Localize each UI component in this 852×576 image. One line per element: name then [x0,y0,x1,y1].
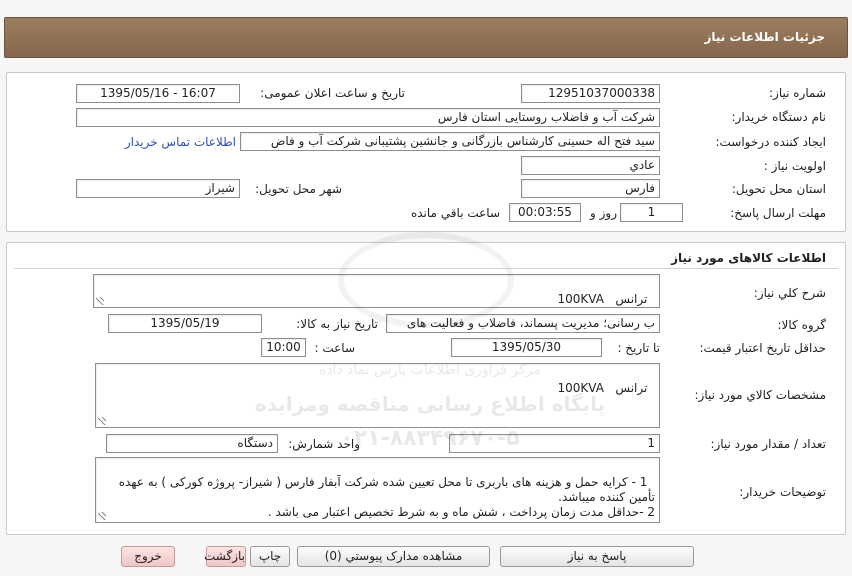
need-number-label: شماره نیاز: [769,86,826,100]
creator-field[interactable]: سید فتح اله حسینی کارشناس بازرگانی و جانشین پشتیبانی شرکت آب و فاض [240,132,660,151]
view-attachments-button[interactable]: مشاهده مدارک پیوستي (0) [297,546,490,567]
need-date-field[interactable]: 1395/05/19 [108,314,262,333]
spec-text: ترانس 100KVA [557,381,648,395]
goods-group-label: گروه کالا: [777,318,826,332]
goods-section-title: اطلاعات کالاهای مورد نیاز [671,251,826,265]
back-button[interactable]: بازگشت [206,546,246,567]
validity-time-field[interactable]: 10:00 [261,338,306,357]
buyer-notes-textarea[interactable] [95,457,660,523]
validity-time-label: ساعت : [314,341,355,355]
description-text: ترانس 100KVA [557,292,648,306]
goods-group-field[interactable]: ب رسانی؛ مدیریت پسماند، فاضلاب و فعالیت های [386,314,660,333]
priority-label: اولویت نیاز : [763,159,826,173]
resize-grip-icon[interactable] [98,417,106,425]
need-date-label: تاریخ نیاز به کالا: [296,317,378,331]
province-label: استان محل تحویل: [731,182,826,196]
need-number-field[interactable]: 12951037000338 [521,84,660,103]
spec-label: مشخصات کالاي مورد نیاز: [694,388,826,402]
page-header [4,17,848,58]
province-field[interactable]: فارس [521,179,660,198]
description-textarea[interactable] [93,274,660,308]
city-label: شهر محل تحویل: [255,182,342,196]
unit-label: واحد شمارش: [288,437,360,451]
price-validity-label: حداقل تاریخ اعتبار قیمت: [699,341,826,355]
remaining-label: ساعت باقي مانده [410,206,500,220]
announce-datetime-label: تاریخ و ساعت اعلان عمومی: [260,86,405,100]
creator-label: ایجاد کننده درخواست: [715,135,826,149]
spec-textarea[interactable] [95,363,660,428]
announce-datetime-field[interactable]: 1395/05/16 - 16:07 [76,84,240,103]
validity-date-field[interactable]: 1395/05/30 [451,338,602,357]
unit-field[interactable]: دستگاه [106,434,278,453]
resize-grip-icon[interactable] [98,512,106,520]
priority-field[interactable]: عادي [521,156,660,175]
exit-button[interactable]: خروج [121,546,175,567]
section-divider [14,268,838,269]
print-button[interactable]: چاپ [250,546,290,567]
until-date-label: تا تاریخ : [617,341,660,355]
quantity-label: تعداد / مقدار مورد نیاز: [710,437,826,451]
buyer-contact-link[interactable]: اطلاعات تماس خریدار [124,135,236,149]
buyer-notes-label: توضیحات خریدار: [739,485,826,499]
quantity-field[interactable]: 1 [449,434,660,453]
buyer-notes-text: 1 - کرایه حمل و هزینه های باربری تا محل تعیین شده شرکت آبفار فارس ( شیراز- پروژه کورکی ) به عهده تأمین کننده میباشد. 2 -حداقل مدت زمان پرداخت ، شش ماه و به شرط تخصیص اعتبار می باشد . [118,475,655,519]
deadline-days-field[interactable]: 1 [620,203,683,222]
buyer-org-label: نام دستگاه خریدار: [731,110,826,124]
days-and-label: روز و [590,206,617,220]
deadline-time-field[interactable]: 00:03:55 [509,203,581,222]
page-title: جزئیات اطلاعات نیاز [704,30,825,44]
reply-button[interactable]: پاسخ به نیاز [500,546,694,567]
city-field[interactable]: شیراز [76,179,240,198]
resize-grip-icon[interactable] [96,297,104,305]
buyer-org-field[interactable]: شرکت آب و فاضلاب روستایی استان فارس [76,108,660,127]
description-label: شرح کلي نیاز: [753,286,826,300]
deadline-label: مهلت ارسال پاسخ: [730,206,826,220]
